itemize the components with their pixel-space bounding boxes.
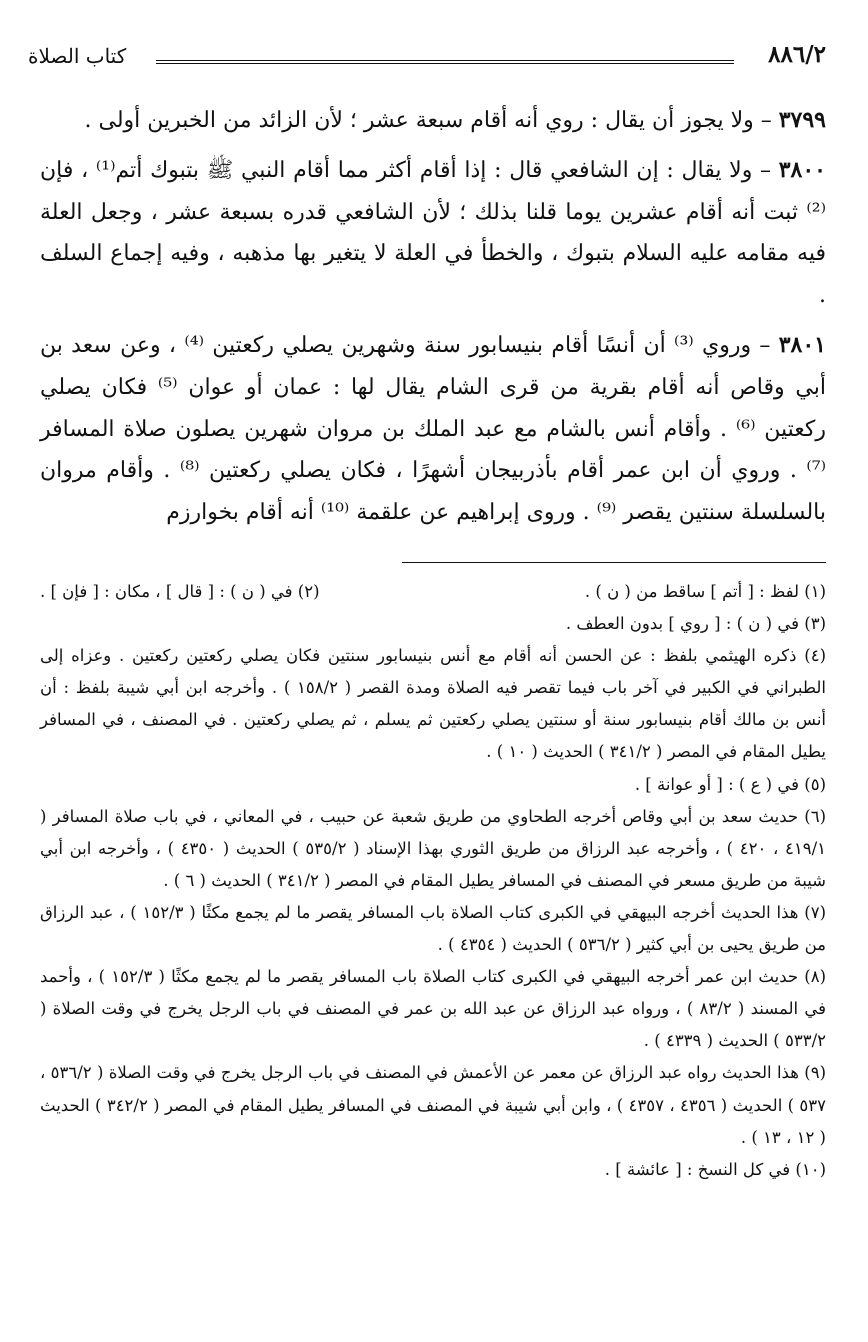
- footnote-2: (٢) في ( ن ) : [ قال ] ، مكان : [ فإن ] .: [40, 582, 320, 601]
- main-text: [40, 100, 826, 534]
- paragraph-text: – وروي ⁽³⁾ أن أنسًا أقام بنيسابور سنة وشهرين يصلي ركعتين ⁽⁴⁾ ، وعن سعد بن أبي وقاص أنه أقام بقرية من قرى الشام يقال لها : عمان أو عوان ⁽⁵⁾ فكان يصلي ركعتين ⁽⁶⁾ . وأقام أنس بالشام مع عبد الملك بن مروان شهرين يصلون صلاة المسافر ⁽⁷⁾ . وروي أن ابن عمر أقام بأذربيجان أشهرًا ، فكان يصلي ركعتين ⁽⁸⁾ . وأقام مروان بالسلسلة سنتين يقصر ⁽⁹⁾ . وروى إبراهيم عن علقمة ⁽¹⁰⁾ أنه أقام بخوارزم: [40, 332, 826, 526]
- footnote-10: (١٠) في كل النسخ : [ عائشة ] .: [604, 1159, 826, 1179]
- footnote-9: (٩) هذا الحديث رواه عبد الرزاق عن معمر عن الأعمش في المصنف في باب الرجل يخرج في وقت الصلاة ( ٥٣٦/٢ ، ٥٣٧ ) الحديث ( ٤٣٥٦ ، ٤٣٥٧ ) ، وابن أبي شيبة في المصنف في المسافر يطيل المقام في المصر ( ٣٤٢/٢ ) الحديث ( ١٢ ، ١٣ ) .: [40, 1063, 826, 1147]
- paragraph-3800: [40, 150, 826, 317]
- footnote-row: [40, 576, 826, 608]
- footnote-6: (٦) حديث سعد بن أبي وقاص أخرجه الطحاوي من طريق شعبة عن حبيب ، في المعاني ، في باب صلاة المسافر ( ٤١٩/١ ، ٤٢٠ ) ، وأخرجه عبد الرزاق من طريق الثوري بهذا الإسناد ( ٥٣٥/٢ ) الحديث ( ٤٣٥٠ ) ، وأخرجه ابن أبي شيبة من طريق مسعر في المصنف في المسافر يطيل المقام في المصر ( ٣٤١/٢ ) الحديث ( ٦ ) .: [40, 806, 827, 890]
- footnote-separator: [402, 562, 826, 563]
- paragraph-number: ٣٨٠٠: [778, 156, 826, 183]
- running-header: [28, 40, 826, 74]
- page-number: ٨٨٦/٢: [768, 41, 826, 68]
- paragraph-text: – ولا يقال : إن الشافعي قال : إذا أقام أكثر مما أقام النبي ﷺ بتبوك أتم⁽¹⁾ ، فإن ⁽²⁾ ثبت أنه أقام عشرين يوما قلنا بذلك ؛ لأن الشافعي قدره بسبعة عشر ، وجعل العلة فيه مقامه عليه السلام بتبوك ، والخطأ في العلة لا يتغير بها مذهبه ، وفيه إجماع السلف .: [40, 157, 826, 309]
- footnote-8: (٨) حديث ابن عمر أخرجه البيهقي في الكبرى كتاب الصلاة باب المسافر يقصر ما لم يجمع مكثًا ( ١٥٢/٣ ) ، وأحمد في المسند ( ٨٣/٢ ) ، ورواه عبد الرزاق عن عبد الله بن عمر في المصنف في باب الرجل يخرج في وقت الصلاة ( ٥٣٣/٢ ) الحديث ( ٤٣٣٩ ) .: [40, 967, 826, 1051]
- footnote-4: (٤) ذكره الهيثمي بلفظ : عن الحسن أنه أقام مع أنس بنيسابور سنتين فكان يصلي ركعتين ركعتين . وعزاه إلى الطبراني في الكبير في آخر باب فيما تقصر فيه الصلاة ومدة القصر ( ١٥٨/٢ ) . وأخرجه ابن أبي شيبة بلفظ : أن أنس بن مالك أقام بنيسابور سنة أو سنتين يصلي ركعتين ثم يسلم ، ثم يصلي ركعتين . في المصنف ، في المسافر يطيل المقام في المصر ( ٣٤١/٢ ) الحديث ( ١٠ ) .: [40, 646, 826, 762]
- paragraph-text: – ولا يجوز أن يقال : روي أنه أقام سبعة عشر ؛ لأن الزائد من الخبرين أولى .: [84, 108, 779, 133]
- book-title: كتاب الصلاة: [28, 44, 127, 68]
- footnote-1: (١) لفظ : [ أتم ] ساقط من ( ن ) .: [584, 582, 826, 601]
- paragraph-3799: [40, 100, 826, 142]
- paragraph-number: ٣٨٠١: [778, 331, 826, 358]
- footnote-7: (٧) هذا الحديث أخرجه البيهقي في الكبرى كتاب الصلاة باب المسافر يقصر ما لم يجمع مكثًا ( ١٥٢/٣ ) ، عبد الرزاق من طريق يحيى بن أبي كثير ( ٥٣٦/٢ ) الحديث ( ٤٣٥٤ ) .: [40, 902, 826, 955]
- paragraph-3801: [40, 325, 826, 534]
- footnote-3: (٣) في ( ن ) : [ روي ] بدون العطف .: [565, 614, 826, 634]
- footnote-5: (٥) في ( ع ) : [ أو عوانة ] .: [634, 774, 826, 794]
- paragraph-number: ٣٧٩٩: [778, 107, 826, 133]
- header-double-rule: [156, 60, 734, 64]
- footnotes: [40, 576, 826, 1186]
